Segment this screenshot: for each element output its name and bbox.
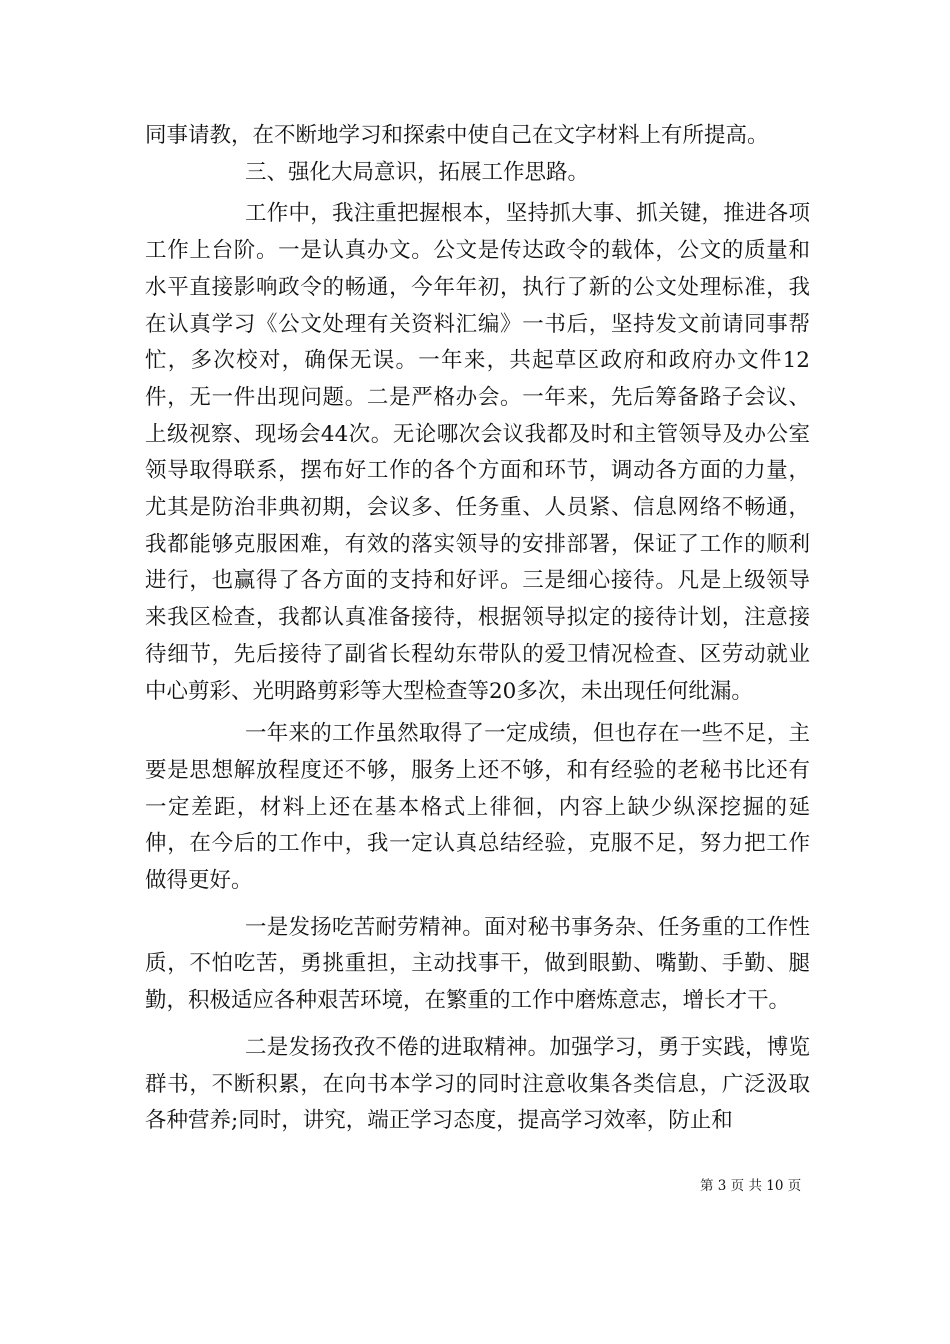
section-heading: 三、强化大局意识，拓展工作思路。	[245, 159, 590, 185]
page-number-footer: 第 3 页 共 10 页	[700, 1178, 802, 1194]
paragraph-work-summary: 工作中，我注重把握根本，坚持抓大事、抓关键，推进各项工作上台阶。一是认真办文。公文是传达政令的载体，公文的质量和水平直接影响政令的畅通，今年年初，执行了新的公文处理标准，我在认真学习《公文处理有关资料汇编》一书后，坚持发文前请同事帮忙，多次校对，确保无误。一年来，共起草区政府和政府办文件12件，无一件出现问题。二是严格办会。一年来，先后筹备路子会议、上级视察、现场会44次。无论哪次会议我都及时和主管领导及办公室领导取得联系，摆布好工作的各个方面和环节，调动各方面的力量，尤其是防治非典初期，会议多、任务重、人员紧、信息网络不畅通，我都能够克服困难，有效的落实领导的安排部署，保证了工作的顺利进行，也赢得了各方面的支持和好评。三是细心接待。凡是上级领导来我区检查，我都认真准备接待，根据领导拟定的接待计划，注意接待细节，先后接待了副省长程幼东带队的爱卫情况检查、区劳动就业中心剪彩、光明路剪彩等大型检查等20多次，未出现任何纰漏。	[145, 201, 810, 704]
paragraph-hardworking-spirit: 一是发扬吃苦耐劳精神。面对秘书事务杂、任务重的工作性质，不怕吃苦，勇挑重担，主动找事干，做到眼勤、嘴勤、手勤、腿勤，积极适应各种艰苦环境，在繁重的工作中磨炼意志，增长才干。	[145, 914, 810, 1014]
paragraph-enterprising-spirit: 二是发扬孜孜不倦的进取精神。加强学习，勇于实践，博览群书，不断积累，在向书本学习的同时注意收集各类信息，广泛汲取各种营养;同时，讲究，端正学习态度，提高学习效率，防止和	[145, 1034, 810, 1134]
paragraph-continuation: 同事请教，在不断地学习和探索中使自己在文字材料上有所提高。	[145, 123, 769, 148]
document-body	[145, 118, 810, 1140]
paragraph-shortcomings: 一年来的工作虽然取得了一定成绩，但也存在一些不足，主要是思想解放程度还不够，服务上还不够，和有经验的老秘书比还有一定差距，材料上还在基本格式上徘徊，内容上缺少纵深挖掘的延伸，在今后的工作中，我一定认真总结经验，克服不足，努力把工作做得更好。	[145, 721, 810, 894]
